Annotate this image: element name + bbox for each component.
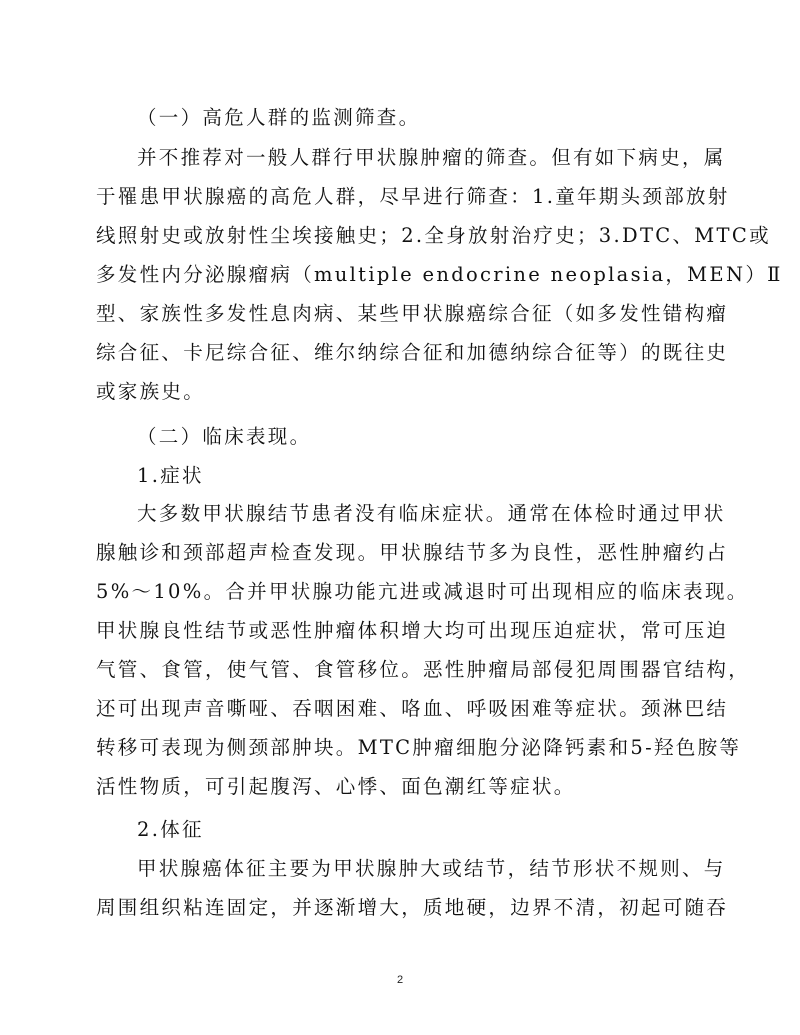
heading-high-risk-screening: （一）高危人群的监测筛查。	[137, 106, 421, 129]
subheading-signs: 2.体征	[137, 818, 204, 841]
heading-clinical-manifestations: （二）临床表现。	[137, 425, 312, 448]
paragraph-line: 5%～10%。合并甲状腺功能亢进或减退时可出现相应的临床表现。	[96, 580, 749, 603]
paragraph-line: 甲状腺良性结节或恶性肿瘤体积增大均可出现压迫症状，常可压迫	[96, 619, 729, 642]
paragraph-line: 周围组织粘连固定，并逐渐增大，质地硬，边界不清，初起可随吞	[96, 896, 729, 919]
paragraph-line: 还可出现声音嘶哑、吞咽困难、咯血、呼吸困难等症状。颈淋巴结	[96, 697, 729, 720]
page-number: 2	[396, 974, 404, 986]
subheading-symptoms: 1.症状	[137, 464, 204, 487]
paragraph-line: 转移可表现为侧颈部肿块。MTC肿瘤细胞分泌降钙素和5-羟色胺等	[96, 736, 742, 759]
paragraph-line: 综合征、卡尼综合征、维尔纳综合征和加德纳综合征等）的既往史	[96, 341, 729, 364]
paragraph-line: 型、家族性多发性息肉病、某些甲状腺癌综合征（如多发性错构瘤	[96, 302, 729, 325]
paragraph-line: 线照射史或放射性尘埃接触史；2.全身放射治疗史；3.DTC、MTC或	[96, 224, 771, 247]
paragraph-line: 或家族史。	[96, 380, 206, 403]
paragraph-line: 甲状腺癌体征主要为甲状腺肿大或结节，结节形状不规则、与	[137, 857, 726, 880]
paragraph-line: 气管、食管，使气管、食管移位。恶性肿瘤局部侵犯周围器官结构，	[96, 658, 751, 681]
paragraph-line: 于罹患甲状腺癌的高危人群，尽早进行筛查：1.童年期头颈部放射	[96, 185, 730, 208]
paragraph-line: 并不推荐对一般人群行甲状腺肿瘤的筛查。但有如下病史，属	[137, 146, 726, 169]
paragraph-line: 腺触诊和颈部超声检查发现。甲状腺结节多为良性，恶性肿瘤约占	[96, 541, 729, 564]
paragraph-line: 活性物质，可引起腹泻、心悸、面色潮红等症状。	[96, 775, 576, 798]
paragraph-line: 多发性内分泌腺瘤病（multiple endocrine neoplasia，MEN）Ⅱ	[96, 263, 783, 286]
paragraph-line: 大多数甲状腺结节患者没有临床症状。通常在体检时通过甲状	[137, 502, 726, 525]
